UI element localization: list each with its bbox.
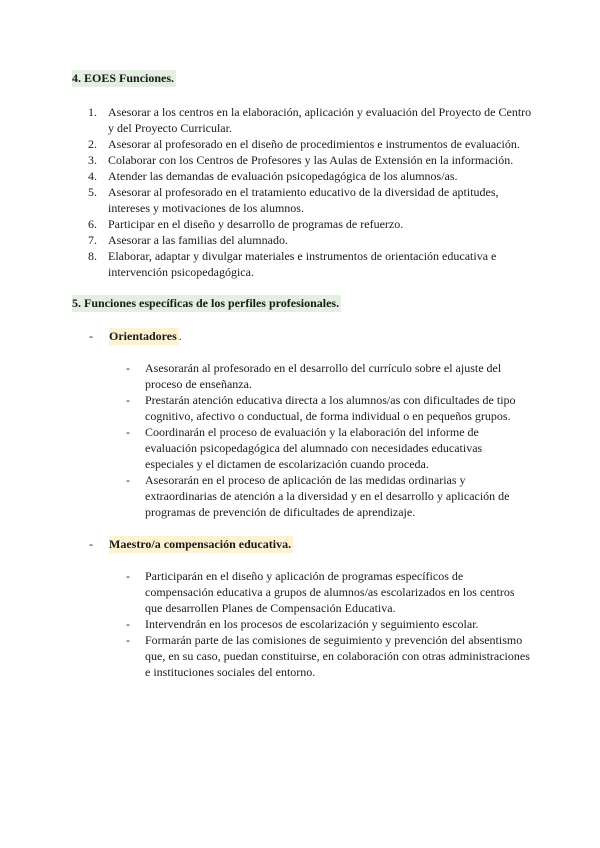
list-text: Colaborar con los Centros de Profesores y las Aulas de Extensión en la información.	[108, 153, 514, 167]
list-text: Participarán en el diseño y aplicación de programas específicos de compensación educativa a grupos de alumnos/as escolarizados en los centros que desarrollen Planes de Compensación Educativa.	[145, 569, 515, 615]
dash-marker: -	[126, 425, 130, 439]
list-text: Participar en el diseño y desarrollo de programas de refuerzo.	[108, 217, 404, 231]
dash-marker: -	[126, 633, 130, 647]
list-item	[72, 632, 532, 680]
list-item	[72, 232, 532, 248]
section-5-heading	[72, 295, 341, 311]
list-number: 5.	[88, 185, 97, 199]
list-item	[72, 152, 532, 168]
list-item	[72, 184, 532, 216]
list-item	[72, 472, 532, 520]
list-item	[72, 248, 532, 280]
list-number: 6.	[88, 217, 97, 231]
list-number: 7.	[88, 233, 97, 247]
dash-marker: -	[89, 537, 93, 551]
list-item	[72, 216, 532, 232]
maestro-list	[72, 568, 532, 680]
list-item	[72, 104, 532, 136]
list-text: Asesorar a los centros en la elaboración, aplicación y evaluación del Proyecto de Centro y del Proyecto Curricular.	[108, 105, 532, 135]
section-5-title: 5. Funciones específicas de los perfiles profesionales.	[72, 296, 340, 310]
list-item	[72, 360, 532, 392]
dash-marker: -	[126, 361, 130, 375]
list-text: Coordinarán el proceso de evaluación y la elaboración del informe de evaluación psicopedagógica del alumnado con necesidades educativas especiales y el dictamen de escolarización cuando proceda.	[145, 425, 483, 471]
list-text: Asesorar al profesorado en el tratamiento educativo de la diversidad de aptitudes, intereses y motivaciones de los alumnos.	[108, 185, 499, 215]
list-item	[72, 136, 532, 152]
list-item	[72, 568, 532, 616]
dash-marker: -	[89, 329, 93, 343]
orientadores-label: Orientadores	[109, 329, 177, 343]
dash-marker: -	[126, 569, 130, 583]
dash-marker: -	[126, 473, 130, 487]
section-4-heading	[72, 70, 176, 86]
maestro-label: Maestro/a compensación educativa.	[109, 537, 292, 551]
list-text: Formarán parte de las comisiones de seguimiento y prevención del absentismo que, en su caso, puedan constituirse, en colaboración con otras administraciones e instituciones sociales del entorno.	[145, 633, 530, 679]
list-number: 2.	[88, 137, 97, 151]
list-text: Asesorar al profesorado en el diseño de procedimientos e instrumentos de evaluación.	[108, 137, 520, 151]
list-number: 3.	[88, 153, 97, 167]
list-item	[72, 168, 532, 184]
list-item	[72, 424, 532, 472]
dash-marker: -	[126, 617, 130, 631]
list-text: Elaborar, adaptar y divulgar materiales e instrumentos de orientación educativa e intervención psicopedagógica.	[108, 249, 497, 279]
list-text: Asesorar a las familias del alumnado.	[108, 233, 288, 247]
orientadores-trail: .	[178, 329, 182, 343]
list-number: 1.	[88, 105, 97, 119]
orientadores-list	[72, 360, 532, 520]
list-text: Intervendrán en los procesos de escolarización y seguimiento escolar.	[145, 617, 479, 631]
list-text: Atender las demandas de evaluación psicopedagógica de los alumnos/as.	[108, 169, 458, 183]
dash-marker: -	[126, 393, 130, 407]
list-number: 4.	[88, 169, 97, 183]
list-number: 8.	[88, 249, 97, 263]
list-text: Asesorarán en el proceso de aplicación de las medidas ordinarias y extraordinarias de atención a la diversidad y en el desarrollo y aplicación de programas de prevención de dificultades de aprendizaje.	[145, 473, 510, 519]
section-4-title: 4. EOES Funciones.	[72, 71, 175, 85]
list-text: Asesorarán al profesorado en el desarrollo del currículo sobre el ajuste del proceso de enseñanza.	[145, 361, 502, 391]
list-item	[72, 392, 532, 424]
list-text: Prestarán atención educativa directa a los alumnos/as con dificultades de tipo cognitivo, afectivo o conductual, de forma individual o en pequeños grupos.	[145, 393, 516, 423]
section-4-list	[72, 104, 532, 280]
list-item	[72, 616, 532, 632]
